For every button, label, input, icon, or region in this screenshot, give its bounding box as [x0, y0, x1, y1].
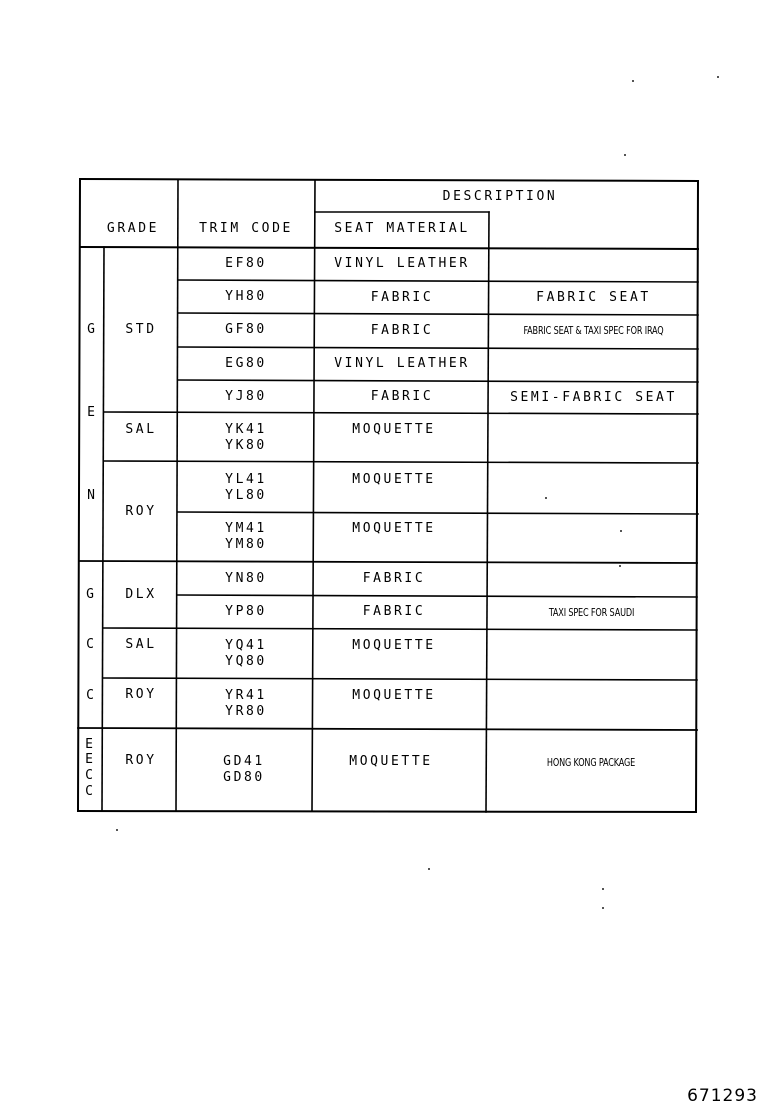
- scan-speck: [620, 530, 622, 532]
- seat-material-cell: FABRIC: [370, 290, 434, 305]
- trim-code-cell: YR41 YR80: [225, 688, 267, 719]
- header-description: DESCRIPTION: [442, 189, 558, 204]
- header-grade: GRADE: [106, 221, 160, 236]
- trim-code-cell: EG80: [225, 356, 267, 371]
- trim-code-cell: YL41 YL80: [225, 472, 267, 503]
- trim-code-cell: YN80: [225, 571, 267, 586]
- seat-material-cell: FABRIC: [370, 323, 434, 338]
- seat-material-cell: MOQUETTE: [352, 638, 436, 653]
- region-gcc-letter-3: C: [86, 688, 94, 703]
- description-cell: TAXI SPEC FOR SAUDI: [548, 606, 635, 619]
- grade-roy-gen: ROY: [125, 504, 157, 519]
- header-seat-material: SEAT MATERIAL: [334, 221, 470, 236]
- grade-sal-gen: SAL: [125, 422, 157, 437]
- trim-code-cell: YP80: [225, 604, 267, 619]
- seat-material-cell: MOQUETTE: [349, 754, 433, 769]
- trim-code-cell: EF80: [225, 256, 267, 271]
- header-trim-code: TRIM CODE: [199, 221, 293, 236]
- grade-roy-eecc: ROY: [125, 753, 157, 768]
- seat-material-cell: MOQUETTE: [352, 521, 436, 536]
- scan-speck: [619, 565, 621, 567]
- scan-speck: [624, 154, 626, 156]
- description-cell: FABRIC SEAT & TAXI SPEC FOR IRAQ: [523, 324, 664, 337]
- region-eecc-letter-1: E: [85, 737, 93, 752]
- trim-code-cell: YK41 YK80: [225, 422, 267, 453]
- trim-code-cell: GD41 GD80: [223, 754, 265, 785]
- grade-dlx: DLX: [125, 587, 157, 602]
- seat-material-cell: MOQUETTE: [352, 688, 436, 703]
- scan-speck: [717, 76, 719, 78]
- region-gen-letter-3: N: [87, 488, 95, 503]
- figure-number: 671293: [687, 1086, 758, 1106]
- scan-speck: [545, 497, 547, 499]
- scan-speck: [428, 868, 430, 870]
- trim-code-cell: YQ41 YQ80: [225, 638, 267, 669]
- seat-material-cell: FABRIC: [362, 571, 426, 586]
- grade-sal-gcc: SAL: [125, 637, 157, 652]
- region-eecc-letter-4: C: [85, 784, 93, 799]
- region-gcc-letter-1: G: [86, 587, 94, 602]
- seat-material-cell: VINYL LEATHER: [334, 356, 470, 371]
- grade-std: STD: [125, 322, 157, 337]
- trim-code-cell: YJ80: [225, 389, 267, 404]
- trim-code-cell: YH80: [225, 289, 267, 304]
- region-eecc-letter-3: C: [85, 768, 93, 783]
- seat-material-cell: FABRIC: [362, 604, 426, 619]
- description-cell: HONG KONG PACKAGE: [546, 756, 636, 769]
- scan-speck: [116, 829, 118, 831]
- grade-roy-gcc: ROY: [125, 687, 157, 702]
- description-cell: SEMI-FABRIC SEAT: [510, 390, 677, 405]
- region-gcc-letter-2: C: [86, 637, 94, 652]
- scan-speck: [602, 888, 604, 890]
- seat-material-cell: FABRIC: [370, 389, 434, 404]
- trim-code-cell: GF80: [225, 322, 267, 337]
- scan-speck: [602, 907, 604, 909]
- seat-material-cell: VINYL LEATHER: [334, 256, 470, 271]
- region-eecc-letter-2: E: [85, 752, 93, 767]
- seat-material-cell: MOQUETTE: [352, 472, 436, 487]
- trim-code-cell: YM41 YM80: [225, 521, 267, 552]
- scan-speck: [632, 80, 634, 82]
- seat-material-cell: MOQUETTE: [352, 422, 436, 437]
- region-gen-letter-2: E: [87, 405, 95, 420]
- description-cell: FABRIC SEAT: [536, 290, 651, 305]
- region-gen-letter-1: G: [87, 322, 95, 337]
